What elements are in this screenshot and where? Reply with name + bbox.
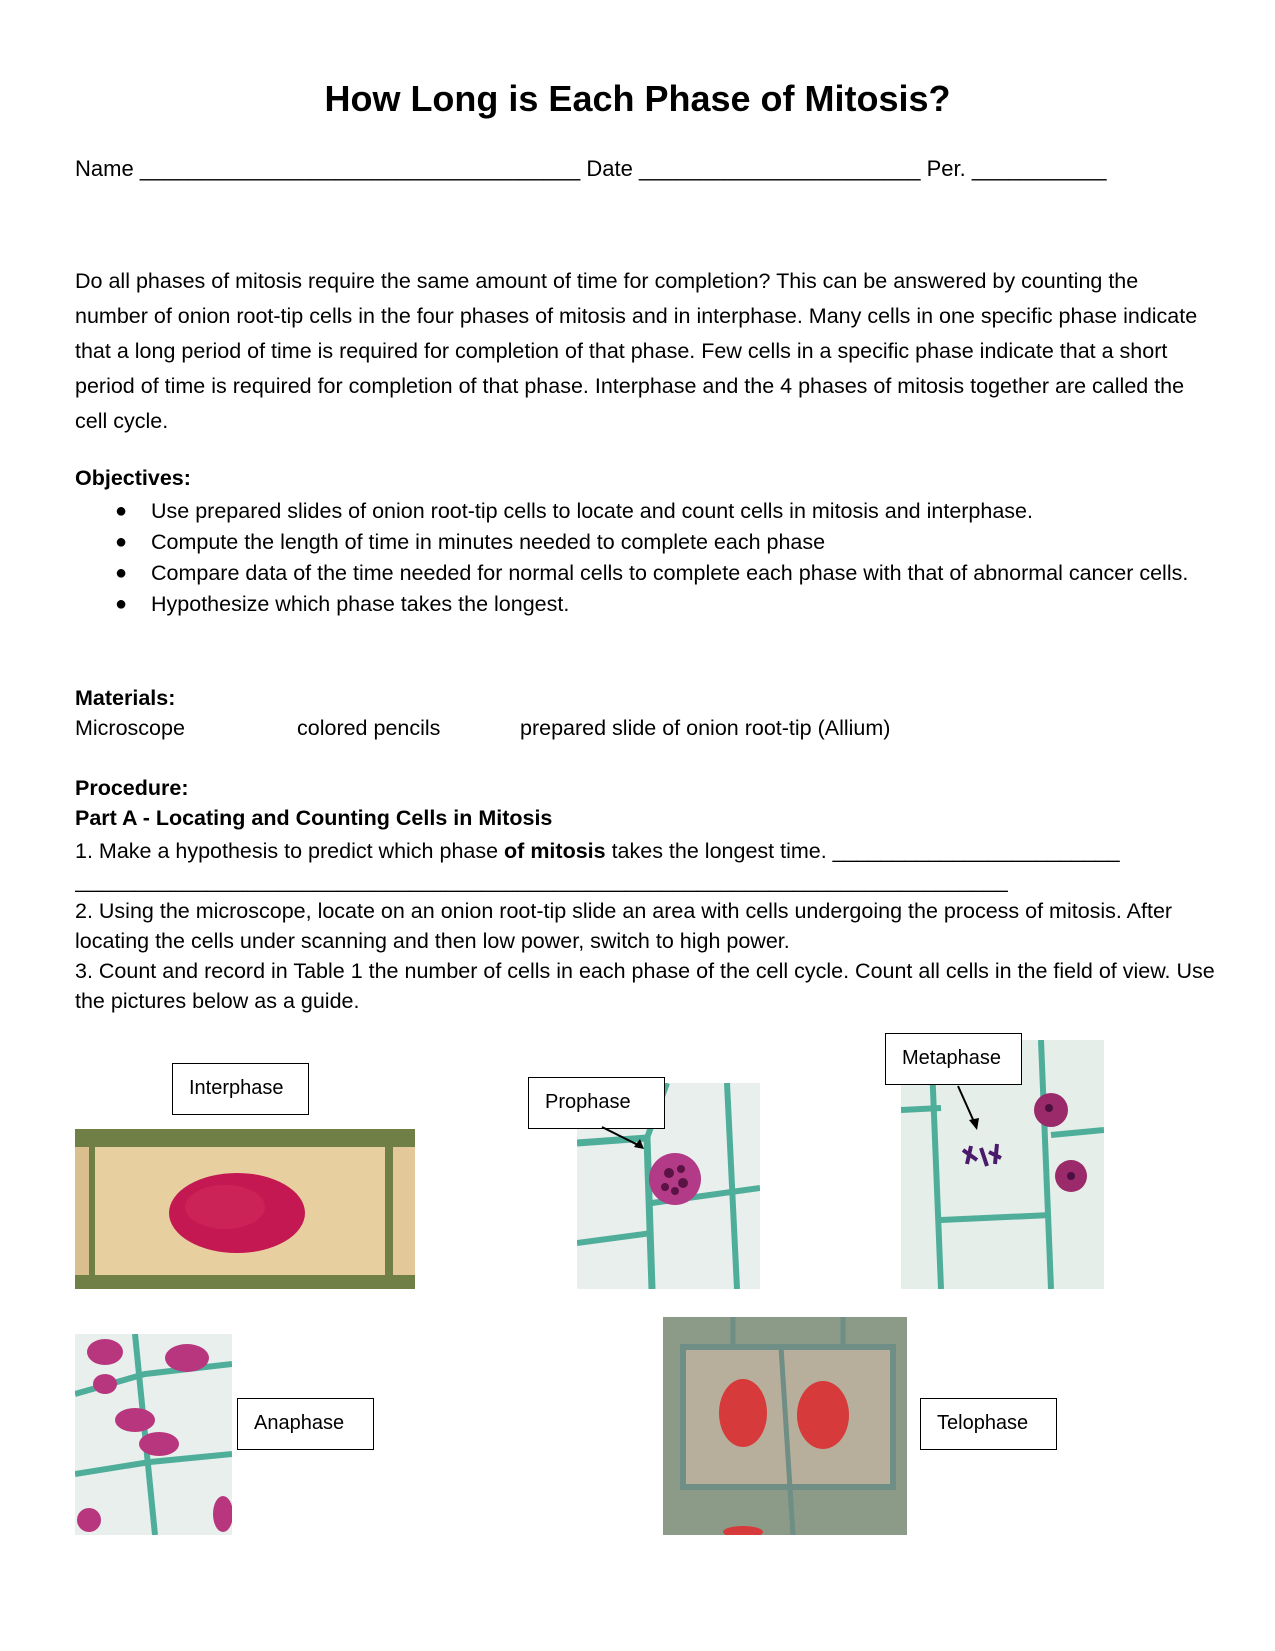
material-microscope: Microscope: [75, 716, 185, 740]
bullet-icon: ●: [115, 500, 128, 522]
material-colored-pencils: colored pencils: [297, 716, 441, 740]
telophase-cell-image: [663, 1317, 907, 1535]
name-label: Name: [75, 156, 134, 181]
page-title: How Long is Each Phase of Mitosis?: [324, 78, 951, 119]
step-1-text: 1. Make a hypothesis to predict which phase: [75, 839, 505, 863]
anaphase-cell-image: [75, 1334, 232, 1535]
step-1-bold: of mitosis: [504, 839, 606, 863]
objectives-heading: Objectives:: [75, 466, 191, 490]
period-label: Per.: [926, 156, 966, 181]
intro-paragraph: Do all phases of mitosis require the same amount of time for completion? This can be answered by counting the number of onion root-tip cells in the four phases of mitosis and in interphase. Many cells in one specific phase indicate that a long period of time is required for completion of that phase. Few cells in a specific phase indicate that a short period of time is required for completion of that phase. Interphase and the 4 phases of mitosis together are called the cell cycle.: [75, 269, 1198, 433]
procedure-steps: [75, 836, 1220, 1016]
procedure-heading: Procedure:: [75, 776, 189, 800]
hypothesis-field-line2[interactable]: ______________________________________________________________________________: [75, 869, 1008, 893]
student-info-line: [75, 156, 1106, 182]
telophase-micrograph: [663, 1317, 907, 1535]
bullet-icon: ●: [115, 531, 128, 553]
step-3: 3. Count and record in Table 1 the number of cells in each phase of the cell cycle. Count all cells in the field of view. Use the pictures below as a guide.: [75, 959, 1215, 1013]
part-a-heading: Part A - Locating and Counting Cells in Mitosis: [75, 806, 553, 830]
name-field[interactable]: ____________________________________: [139, 156, 581, 181]
date-field[interactable]: _______________________: [639, 156, 921, 181]
bullet-icon: ●: [115, 593, 128, 615]
hypothesis-field[interactable]: ________________________: [832, 839, 1120, 863]
objective-item: [75, 589, 1215, 620]
objective-item: [75, 496, 1215, 527]
telophase-label: Telophase: [920, 1398, 1057, 1450]
bullet-icon: ●: [115, 562, 128, 584]
objectives-list: [75, 496, 1215, 620]
metaphase-arrow-icon: [955, 1084, 985, 1134]
prophase-arrow-icon: [600, 1125, 650, 1155]
metaphase-label: Metaphase: [885, 1033, 1022, 1085]
anaphase-label: Anaphase: [237, 1398, 374, 1450]
period-field[interactable]: ___________: [971, 156, 1107, 181]
interphase-label: Interphase: [172, 1063, 309, 1115]
interphase-micrograph: [75, 1129, 415, 1289]
objective-item: [75, 558, 1215, 589]
objective-text: Hypothesize which phase takes the longest.: [151, 592, 570, 616]
objective-text: Use prepared slides of onion root-tip cells to locate and count cells in mitosis and interphase.: [151, 499, 1033, 523]
interphase-cell-image: [75, 1129, 415, 1289]
anaphase-micrograph: [75, 1334, 232, 1535]
material-onion-slide: prepared slide of onion root-tip (Allium): [520, 716, 891, 740]
date-label: Date: [586, 156, 633, 181]
materials-heading: Materials:: [75, 686, 176, 710]
objective-text: Compare data of the time needed for normal cells to complete each phase with that of abnormal cancer cells.: [151, 561, 1189, 585]
step-1-text-end: takes the longest time.: [605, 839, 833, 863]
prophase-label: Prophase: [528, 1077, 665, 1129]
objective-text: Compute the length of time in minutes needed to complete each phase: [151, 530, 826, 554]
step-1: [75, 836, 1220, 866]
step-2: 2. Using the microscope, locate on an onion root-tip slide an area with cells undergoing the process of mitosis. After locating the cells under scanning and then low power, switch to high power.: [75, 899, 1173, 953]
objective-item: [75, 527, 1215, 558]
